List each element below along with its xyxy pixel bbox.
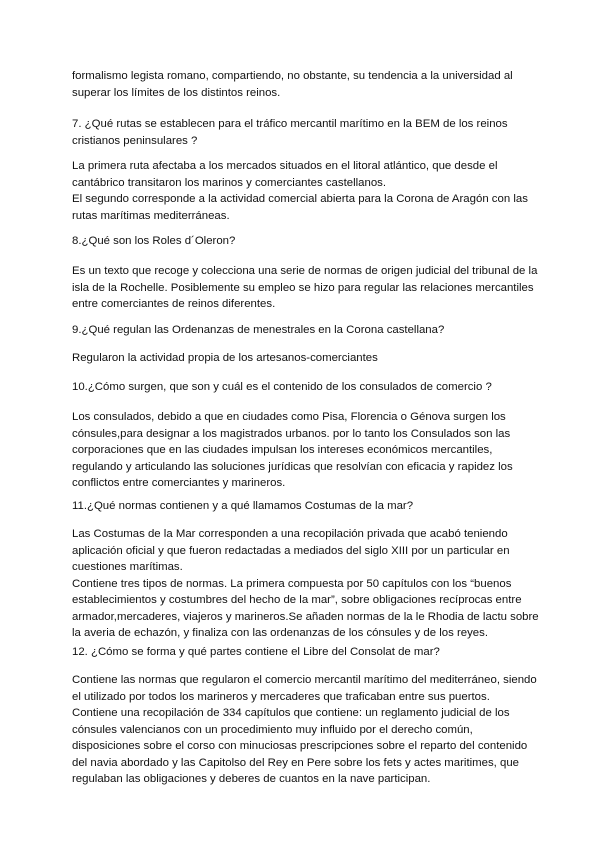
text-line: La primera ruta afectaba a los mercados situados en el litoral atlántico, que desde el — [72, 160, 498, 172]
text-line: cuestiones marítimas. — [72, 561, 183, 573]
text-line: Contiene las normas que regularon el comercio mercantil marítimo del mediterráneo, siendo — [72, 674, 537, 686]
paragraph-continuation — [72, 68, 534, 101]
text-line: cristianos peninsulares ? — [72, 134, 198, 147]
question-10 — [72, 379, 534, 396]
text-line: regulando y articulando las soluciones jurídicas que resolvían con eficacia y rapidez los — [72, 460, 513, 473]
text-line: Contiene una recopilación de 334 capítulos que contiene: un reglamento judicial de los — [72, 707, 510, 719]
text-line: formalismo legista romano, compartiendo, no obstante, su tendencia a la universidad al — [72, 70, 513, 82]
answer-10 — [72, 409, 534, 492]
text-line: 7. ¿Qué rutas se establecen para el tráfico mercantil marítimo en la BEM de los reinos — [72, 118, 508, 130]
text-line: 10.¿Cómo surgen, que son y cuál es el contenido de los consulados de comercio ? — [72, 381, 492, 393]
question-9 — [72, 322, 534, 339]
question-7 — [72, 116, 534, 149]
text-line: superar los límites de los distintos reinos. — [72, 86, 281, 99]
answer-11 — [72, 526, 539, 642]
text-line: Los consulados, debido a que en ciudades como Pisa, Florencia o Génova surgen los — [72, 411, 506, 423]
answer-9 — [72, 350, 534, 367]
text-line: 9.¿Qué regulan las Ordenanzas de menestrales en la Corona castellana? — [72, 324, 445, 336]
text-line: armador,mercaderes, viajeros y marineros.Se añaden normas de la le Rhodia de lactu sobre — [72, 610, 539, 623]
answer-12 — [72, 672, 537, 788]
question-11 — [72, 498, 534, 515]
text-line: isla de la Rochelle. Posiblemente su empleo se hizo para regular las relaciones mercantiles — [72, 281, 534, 294]
text-line: aplicación oficial y que fueron redactadas a mediados del siglo XIII por un particular en — [72, 544, 510, 557]
text-line: rutas marítimas mediterráneas. — [72, 209, 230, 222]
text-line: Regularon la actividad propia de los artesanos-comerciantes — [72, 352, 378, 364]
text-line: cónsules,para designar a los magistrados urbanos. por lo tanto los Consulados son las — [72, 427, 511, 440]
question-8 — [72, 233, 534, 250]
text-line: cantábrico transitaron los marinos y comerciantes castellanos. — [72, 176, 387, 189]
text-line: regulaban las obligaciones y deberes de cuantos en la nave participan. — [72, 773, 431, 785]
text-line: Contiene tres tipos de normas. La primera compuesta por 50 capítulos con los “buenos — [72, 577, 512, 590]
text-line: establecimientos y costumbres del hecho de la mar”, sobre obligaciones recíprocas entre — [72, 594, 522, 606]
text-line: entre comerciantes de reinos diferentes. — [72, 298, 276, 310]
question-12 — [72, 644, 534, 661]
text-line: el utilizado por todos los marineros y mercaderes que traficaban entre sus puertos. — [72, 690, 490, 703]
text-line: disposiciones sobre el corso con minuciosas prescripciones sobre el reparto del contenido — [72, 740, 528, 752]
text-line: conflictos entre comerciantes y marineros. — [72, 477, 286, 489]
text-line: El segundo corresponde a la actividad comercial abierta para la Corona de Aragón con las — [72, 193, 528, 205]
text-line: 11.¿Qué normas contienen y a qué llamamos Costumas de la mar? — [72, 500, 414, 512]
text-line: del navia abordado y las Capitolso del Rey en Pere sobre los fets y actes maritimes, que — [72, 756, 519, 769]
text-line: Es un texto que recoge y colecciona una serie de normas de origen judicial del tribunal de la — [72, 265, 538, 277]
text-line: 12. ¿Cómo se forma y qué partes contiene el Libre del Consolat de mar? — [72, 646, 440, 658]
text-line: cónsules valencianos con un procedimiento muy influido por el derecho común, — [72, 723, 473, 736]
answer-8 — [72, 263, 538, 313]
text-line: corporaciones que en las ciudades impulsan los intereses económicos mercantiles, — [72, 444, 493, 456]
text-line: la averia de echazón, y finaliza con las ordenanzas de los cónsules y de los reyes. — [72, 627, 488, 639]
answer-7 — [72, 158, 534, 224]
text-line: 8.¿Qué son los Roles d´Oleron? — [72, 235, 236, 247]
text-line: Las Costumas de la Mar corresponden a una recopilación privada que acabó teniendo — [72, 528, 508, 540]
